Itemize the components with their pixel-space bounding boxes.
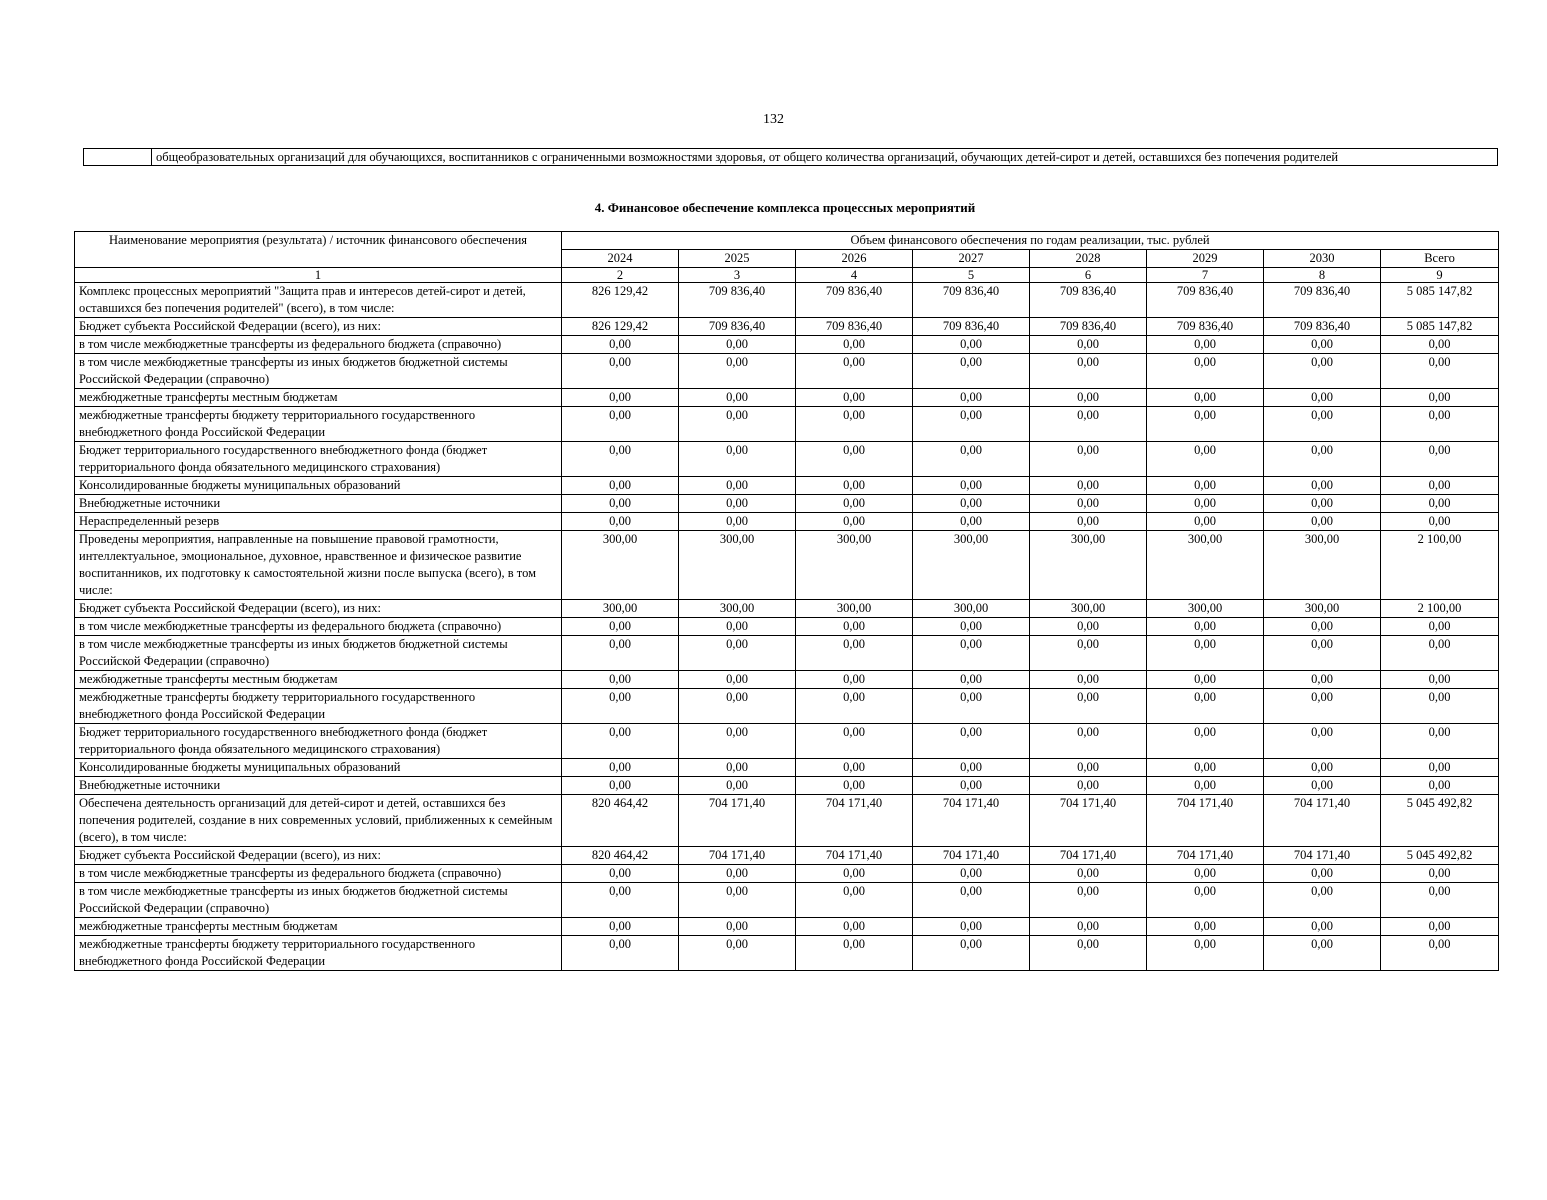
row-year-value: 704 171,40: [1030, 847, 1147, 865]
row-year-value: 0,00: [913, 495, 1030, 513]
header-row-1: [75, 232, 1499, 250]
row-year-value: 0,00: [679, 689, 796, 724]
row-total-value: 0,00: [1381, 442, 1499, 477]
row-year-value: 0,00: [1030, 354, 1147, 389]
table-row: [75, 918, 1499, 936]
row-year-value: 0,00: [913, 354, 1030, 389]
column-number: 9: [1381, 268, 1499, 283]
table-row: [75, 477, 1499, 495]
column-number: 1: [75, 268, 562, 283]
financing-table: [74, 231, 1499, 971]
header-row-column-numbers: [75, 268, 1499, 283]
row-year-value: 0,00: [679, 513, 796, 531]
row-total-value: 0,00: [1381, 936, 1499, 971]
row-year-value: 0,00: [1030, 918, 1147, 936]
row-year-value: 0,00: [1264, 777, 1381, 795]
row-name: межбюджетные трансферты местным бюджетам: [75, 671, 562, 689]
row-year-value: 300,00: [679, 600, 796, 618]
row-year-value: 0,00: [1030, 777, 1147, 795]
row-name: Бюджет территориального государственного внебюджетного фонда (бюджет территориального фонда обязательного медицинского страхования): [75, 442, 562, 477]
row-total-value: 0,00: [1381, 513, 1499, 531]
row-year-value: 300,00: [1030, 531, 1147, 600]
table-row: [75, 777, 1499, 795]
row-year-value: 826 129,42: [562, 318, 679, 336]
row-year-value: 0,00: [562, 759, 679, 777]
row-year-value: 0,00: [562, 671, 679, 689]
row-year-value: 0,00: [679, 336, 796, 354]
row-year-value: 0,00: [1147, 354, 1264, 389]
row-name: Внебюджетные источники: [75, 495, 562, 513]
row-year-value: 0,00: [1030, 865, 1147, 883]
row-year-value: 709 836,40: [1264, 318, 1381, 336]
row-year-value: 0,00: [913, 918, 1030, 936]
header-year: 2024: [562, 250, 679, 268]
row-year-value: 0,00: [796, 442, 913, 477]
row-year-value: 0,00: [1147, 495, 1264, 513]
row-total-value: 0,00: [1381, 689, 1499, 724]
row-year-value: 704 171,40: [913, 847, 1030, 865]
row-year-value: 0,00: [1264, 724, 1381, 759]
column-number: 5: [913, 268, 1030, 283]
row-year-value: 0,00: [913, 671, 1030, 689]
row-year-value: 0,00: [796, 618, 913, 636]
row-year-value: 0,00: [913, 936, 1030, 971]
row-year-value: 300,00: [1264, 600, 1381, 618]
row-year-value: 0,00: [1030, 689, 1147, 724]
row-total-value: 0,00: [1381, 354, 1499, 389]
row-year-value: 300,00: [562, 531, 679, 600]
row-year-value: 0,00: [679, 936, 796, 971]
continuation-row: [84, 149, 1498, 166]
row-year-value: 0,00: [562, 918, 679, 936]
row-year-value: 0,00: [913, 636, 1030, 671]
row-year-value: 0,00: [562, 442, 679, 477]
row-year-value: 0,00: [1030, 407, 1147, 442]
row-year-value: 0,00: [562, 636, 679, 671]
row-year-value: 0,00: [1030, 936, 1147, 971]
row-year-value: 0,00: [913, 689, 1030, 724]
row-name: Бюджет субъекта Российской Федерации (всего), из них:: [75, 318, 562, 336]
row-year-value: 0,00: [1030, 477, 1147, 495]
header-year: 2030: [1264, 250, 1381, 268]
row-year-value: 0,00: [679, 671, 796, 689]
row-year-value: 0,00: [1264, 671, 1381, 689]
row-year-value: 0,00: [796, 354, 913, 389]
page-number: 132: [763, 112, 784, 127]
table-row: [75, 636, 1499, 671]
row-total-value: 0,00: [1381, 883, 1499, 918]
row-year-value: 0,00: [679, 865, 796, 883]
row-year-value: 0,00: [1264, 918, 1381, 936]
row-year-value: 820 464,42: [562, 847, 679, 865]
row-year-value: 0,00: [796, 883, 913, 918]
row-year-value: 0,00: [1147, 407, 1264, 442]
table-row: [75, 318, 1499, 336]
row-year-value: 709 836,40: [913, 283, 1030, 318]
row-year-value: 0,00: [1147, 759, 1264, 777]
row-year-value: 704 171,40: [796, 847, 913, 865]
row-year-value: 300,00: [913, 531, 1030, 600]
row-year-value: 0,00: [796, 636, 913, 671]
table-row: [75, 442, 1499, 477]
row-year-value: 0,00: [796, 389, 913, 407]
row-total-value: 0,00: [1381, 495, 1499, 513]
row-year-value: 0,00: [1147, 636, 1264, 671]
table-row: [75, 354, 1499, 389]
row-total-value: 5 085 147,82: [1381, 318, 1499, 336]
row-name: в том числе межбюджетные трансферты из федерального бюджета (справочно): [75, 618, 562, 636]
row-total-value: 0,00: [1381, 407, 1499, 442]
row-year-value: 704 171,40: [679, 795, 796, 847]
row-year-value: 0,00: [1264, 354, 1381, 389]
table-row: [75, 847, 1499, 865]
table-row: [75, 671, 1499, 689]
row-year-value: 300,00: [913, 600, 1030, 618]
row-total-value: 0,00: [1381, 389, 1499, 407]
financing-table-body: [75, 283, 1499, 971]
section-title: 4. Финансовое обеспечение комплекса процессных мероприятий: [594, 200, 976, 215]
row-year-value: 300,00: [796, 600, 913, 618]
row-year-value: 0,00: [913, 389, 1030, 407]
row-year-value: 704 171,40: [913, 795, 1030, 847]
row-year-value: 0,00: [562, 689, 679, 724]
row-name: межбюджетные трансферты местным бюджетам: [75, 918, 562, 936]
row-year-value: 709 836,40: [1264, 283, 1381, 318]
table-row: [75, 724, 1499, 759]
row-year-value: 0,00: [1264, 495, 1381, 513]
row-total-value: 0,00: [1381, 865, 1499, 883]
row-year-value: 709 836,40: [913, 318, 1030, 336]
table-row: [75, 759, 1499, 777]
column-number: 3: [679, 268, 796, 283]
row-year-value: 0,00: [562, 883, 679, 918]
row-year-value: 0,00: [1147, 777, 1264, 795]
row-year-value: 0,00: [1030, 724, 1147, 759]
row-name: межбюджетные трансферты бюджету территориального государственного внебюджетного фонда Российской Федерации: [75, 936, 562, 971]
row-year-value: 0,00: [1147, 865, 1264, 883]
row-year-value: 0,00: [1147, 689, 1264, 724]
row-year-value: 0,00: [913, 759, 1030, 777]
row-year-value: 0,00: [913, 477, 1030, 495]
row-year-value: 0,00: [1147, 477, 1264, 495]
row-year-value: 0,00: [679, 442, 796, 477]
row-year-value: 0,00: [796, 724, 913, 759]
row-year-value: 0,00: [796, 407, 913, 442]
row-year-value: 0,00: [1264, 618, 1381, 636]
row-year-value: 0,00: [679, 354, 796, 389]
row-year-value: 0,00: [1147, 936, 1264, 971]
header-year: 2026: [796, 250, 913, 268]
row-year-value: 0,00: [1147, 442, 1264, 477]
row-year-value: 0,00: [1264, 442, 1381, 477]
row-year-value: 0,00: [913, 513, 1030, 531]
column-number: 4: [796, 268, 913, 283]
row-year-value: 0,00: [796, 477, 913, 495]
row-year-value: 0,00: [562, 336, 679, 354]
header-volume-cell: Объем финансового обеспечения по годам реализации, тыс. рублей: [562, 232, 1499, 250]
row-total-value: 5 085 147,82: [1381, 283, 1499, 318]
row-year-value: 0,00: [913, 777, 1030, 795]
row-year-value: 0,00: [796, 865, 913, 883]
row-year-value: 0,00: [1030, 618, 1147, 636]
row-name: межбюджетные трансферты бюджету территориального государственного внебюджетного фонда Российской Федерации: [75, 689, 562, 724]
row-year-value: 0,00: [1264, 407, 1381, 442]
row-total-value: 0,00: [1381, 477, 1499, 495]
row-year-value: 0,00: [679, 724, 796, 759]
row-year-value: 0,00: [679, 636, 796, 671]
row-year-value: 709 836,40: [1147, 283, 1264, 318]
table-row: [75, 513, 1499, 531]
row-name: Нераспределенный резерв: [75, 513, 562, 531]
row-year-value: 0,00: [562, 407, 679, 442]
row-year-value: 709 836,40: [1030, 318, 1147, 336]
row-year-value: 0,00: [913, 865, 1030, 883]
row-name: Консолидированные бюджеты муниципальных образований: [75, 759, 562, 777]
row-year-value: 0,00: [562, 389, 679, 407]
row-year-value: 0,00: [1030, 883, 1147, 918]
row-total-value: 2 100,00: [1381, 531, 1499, 600]
row-year-value: 0,00: [1147, 618, 1264, 636]
row-name: в том числе межбюджетные трансферты из федерального бюджета (справочно): [75, 336, 562, 354]
row-year-value: 0,00: [913, 724, 1030, 759]
row-year-value: 0,00: [1264, 389, 1381, 407]
row-year-value: 704 171,40: [1030, 795, 1147, 847]
row-year-value: 0,00: [1264, 336, 1381, 354]
column-number: 8: [1264, 268, 1381, 283]
row-year-value: 0,00: [679, 759, 796, 777]
row-year-value: 0,00: [1264, 689, 1381, 724]
row-year-value: 0,00: [1147, 724, 1264, 759]
row-year-value: 709 836,40: [679, 318, 796, 336]
row-year-value: 0,00: [679, 618, 796, 636]
row-total-value: 0,00: [1381, 671, 1499, 689]
row-name: Бюджет субъекта Российской Федерации (всего), из них:: [75, 600, 562, 618]
row-year-value: 0,00: [796, 777, 913, 795]
row-name: Внебюджетные источники: [75, 777, 562, 795]
row-year-value: 0,00: [796, 918, 913, 936]
header-year: 2025: [679, 250, 796, 268]
row-total-value: 5 045 492,82: [1381, 795, 1499, 847]
row-total-value: 0,00: [1381, 618, 1499, 636]
row-year-value: 0,00: [913, 442, 1030, 477]
row-name: Обеспечена деятельность организаций для детей-сирот и детей, оставшихся без попечения родителей, создание в них современных условий, приближенных к семейным (всего), в том числе:: [75, 795, 562, 847]
row-year-value: 0,00: [562, 865, 679, 883]
row-name: в том числе межбюджетные трансферты из федерального бюджета (справочно): [75, 865, 562, 883]
row-year-value: 704 171,40: [1264, 847, 1381, 865]
continuation-empty-cell: [84, 149, 152, 166]
table-row: [75, 618, 1499, 636]
row-year-value: 0,00: [1030, 671, 1147, 689]
row-name: Бюджет субъекта Российской Федерации (всего), из них:: [75, 847, 562, 865]
row-year-value: 0,00: [679, 389, 796, 407]
table-row: [75, 495, 1499, 513]
row-name: Бюджет территориального государственного внебюджетного фонда (бюджет территориального фонда обязательного медицинского страхования): [75, 724, 562, 759]
row-year-value: 0,00: [679, 495, 796, 513]
row-year-value: 0,00: [1030, 513, 1147, 531]
row-year-value: 709 836,40: [679, 283, 796, 318]
row-year-value: 300,00: [1147, 600, 1264, 618]
row-year-value: 709 836,40: [796, 318, 913, 336]
row-year-value: 300,00: [1147, 531, 1264, 600]
row-year-value: 0,00: [796, 513, 913, 531]
row-total-value: 0,00: [1381, 777, 1499, 795]
row-year-value: 0,00: [913, 336, 1030, 354]
row-year-value: 0,00: [679, 407, 796, 442]
row-year-value: 300,00: [1264, 531, 1381, 600]
row-total-value: 0,00: [1381, 336, 1499, 354]
row-year-value: 0,00: [562, 618, 679, 636]
row-year-value: 0,00: [1030, 636, 1147, 671]
row-year-value: 0,00: [1030, 495, 1147, 513]
row-year-value: 826 129,42: [562, 283, 679, 318]
column-number: 7: [1147, 268, 1264, 283]
row-year-value: 300,00: [1030, 600, 1147, 618]
header-year: 2027: [913, 250, 1030, 268]
row-year-value: 0,00: [796, 336, 913, 354]
row-year-value: 709 836,40: [1147, 318, 1264, 336]
row-year-value: 0,00: [1264, 477, 1381, 495]
row-total-value: 0,00: [1381, 636, 1499, 671]
row-year-value: 0,00: [1147, 671, 1264, 689]
row-year-value: 300,00: [796, 531, 913, 600]
row-year-value: 0,00: [1264, 759, 1381, 777]
row-year-value: 704 171,40: [679, 847, 796, 865]
column-number: 2: [562, 268, 679, 283]
table-row: [75, 689, 1499, 724]
table-row: [75, 531, 1499, 600]
row-year-value: 0,00: [679, 477, 796, 495]
row-name: Комплекс процессных мероприятий "Защита прав и интересов детей-сирот и детей, оставшихся без попечения родителей" (всего), в том числе:: [75, 283, 562, 318]
row-year-value: 704 171,40: [796, 795, 913, 847]
row-year-value: 0,00: [796, 759, 913, 777]
row-name: в том числе межбюджетные трансферты из иных бюджетов бюджетной системы Российской Федерации (справочно): [75, 636, 562, 671]
row-year-value: 0,00: [1147, 389, 1264, 407]
header-year: 2029: [1147, 250, 1264, 268]
row-year-value: 0,00: [1030, 336, 1147, 354]
row-year-value: 0,00: [679, 883, 796, 918]
header-year: 2028: [1030, 250, 1147, 268]
row-year-value: 0,00: [1147, 883, 1264, 918]
row-name: Консолидированные бюджеты муниципальных образований: [75, 477, 562, 495]
row-year-value: 0,00: [562, 495, 679, 513]
row-year-value: 0,00: [679, 918, 796, 936]
table-row: [75, 865, 1499, 883]
row-year-value: 0,00: [913, 618, 1030, 636]
table-row: [75, 600, 1499, 618]
table-row: [75, 407, 1499, 442]
row-total-value: 0,00: [1381, 759, 1499, 777]
row-name: в том числе межбюджетные трансферты из иных бюджетов бюджетной системы Российской Федерации (справочно): [75, 883, 562, 918]
table-row: [75, 795, 1499, 847]
row-year-value: 300,00: [562, 600, 679, 618]
row-year-value: 0,00: [1264, 513, 1381, 531]
row-year-value: 704 171,40: [1147, 847, 1264, 865]
row-year-value: 0,00: [1147, 513, 1264, 531]
row-year-value: 0,00: [1147, 336, 1264, 354]
row-total-value: 2 100,00: [1381, 600, 1499, 618]
row-year-value: 0,00: [1147, 918, 1264, 936]
table-row: [75, 283, 1499, 318]
header-name-cell: Наименование мероприятия (результата) / источник финансового обеспечения: [75, 232, 562, 268]
row-year-value: 0,00: [1264, 883, 1381, 918]
row-year-value: 0,00: [913, 883, 1030, 918]
row-name: межбюджетные трансферты местным бюджетам: [75, 389, 562, 407]
row-year-value: 0,00: [913, 407, 1030, 442]
row-year-value: 0,00: [679, 777, 796, 795]
row-year-value: 0,00: [1030, 442, 1147, 477]
row-year-value: 0,00: [796, 689, 913, 724]
row-year-value: 0,00: [1264, 636, 1381, 671]
row-total-value: 0,00: [1381, 918, 1499, 936]
row-total-value: 5 045 492,82: [1381, 847, 1499, 865]
row-year-value: 0,00: [562, 354, 679, 389]
table-row: [75, 389, 1499, 407]
row-year-value: 820 464,42: [562, 795, 679, 847]
row-total-value: 0,00: [1381, 724, 1499, 759]
row-name: в том числе межбюджетные трансферты из иных бюджетов бюджетной системы Российской Федерации (справочно): [75, 354, 562, 389]
continuation-text: общеобразовательных организаций для обучающихся, воспитанников с ограниченными возможностями здоровья, от общего количества организаций, обучающих детей-сирот и детей, оставшихся без попечения родителей: [152, 149, 1498, 166]
row-name: межбюджетные трансферты бюджету территориального государственного внебюджетного фонда Российской Федерации: [75, 407, 562, 442]
row-year-value: 0,00: [1264, 865, 1381, 883]
row-year-value: 0,00: [562, 936, 679, 971]
row-year-value: 0,00: [562, 513, 679, 531]
row-year-value: 0,00: [562, 724, 679, 759]
row-year-value: 0,00: [796, 671, 913, 689]
row-year-value: 709 836,40: [1030, 283, 1147, 318]
row-year-value: 0,00: [562, 777, 679, 795]
row-year-value: 0,00: [562, 477, 679, 495]
row-year-value: 0,00: [796, 495, 913, 513]
row-year-value: 300,00: [679, 531, 796, 600]
header-total: Всего: [1381, 250, 1499, 268]
row-year-value: 704 171,40: [1264, 795, 1381, 847]
column-number: 6: [1030, 268, 1147, 283]
table-row: [75, 936, 1499, 971]
table-row: [75, 883, 1499, 918]
table-row: [75, 336, 1499, 354]
continuation-table: [83, 148, 1498, 166]
row-year-value: 0,00: [1030, 759, 1147, 777]
row-year-value: 0,00: [796, 936, 913, 971]
row-year-value: 709 836,40: [796, 283, 913, 318]
row-year-value: 0,00: [1030, 389, 1147, 407]
row-year-value: 0,00: [1264, 936, 1381, 971]
row-name: Проведены мероприятия, направленные на повышение правовой грамотности, интеллектуальное, эмоциональное, духовное, нравственное и физическое развитие воспитанников, их подготовку к самостоятельной жизни после выпуска (всего), в том числе:: [75, 531, 562, 600]
row-year-value: 704 171,40: [1147, 795, 1264, 847]
